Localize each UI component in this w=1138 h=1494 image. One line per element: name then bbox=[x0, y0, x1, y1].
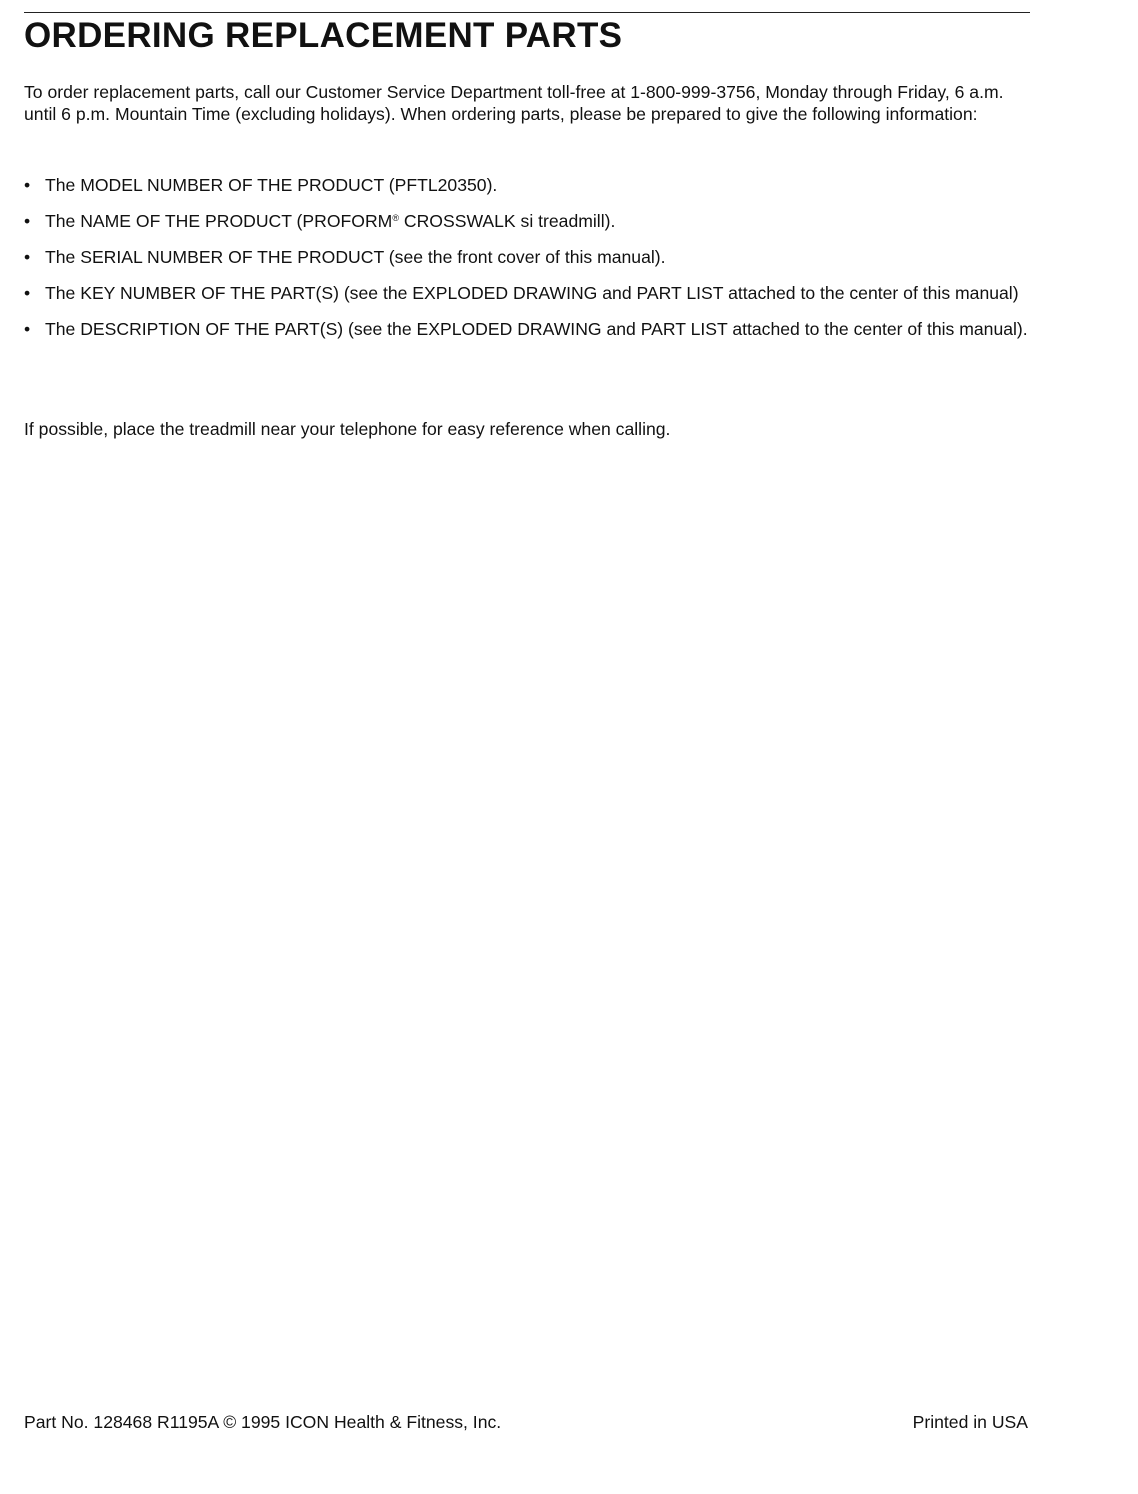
list-item-text: The DESCRIPTION OF THE PART(S) (see the EXPLODED DRAWING and PART LIST attached to the center of this manual). bbox=[45, 319, 1028, 339]
list-item-text: The KEY NUMBER OF THE PART(S) (see the EXPLODED DRAWING and PART LIST attached to the center of this manual) bbox=[45, 283, 1019, 303]
required-info-list bbox=[24, 175, 1036, 355]
top-divider bbox=[24, 12, 1030, 13]
list-item-text-continued: CROSSWALK si treadmill). bbox=[398, 211, 616, 231]
list-item-text: The MODEL NUMBER OF THE PRODUCT (PFTL20350). bbox=[45, 175, 498, 195]
bullet-icon: • bbox=[24, 211, 31, 231]
list-item-model-number bbox=[24, 175, 1036, 196]
closing-paragraph: If possible, place the treadmill near your telephone for easy reference when calling. bbox=[24, 419, 671, 439]
bullet-icon: • bbox=[24, 319, 31, 339]
registered-mark: ® bbox=[392, 213, 399, 223]
list-item-part-description bbox=[24, 319, 1036, 340]
list-item-text: The NAME OF THE PRODUCT (PROFORM bbox=[45, 211, 393, 231]
list-item-product-name bbox=[24, 211, 1036, 232]
bullet-icon: • bbox=[24, 283, 31, 303]
footer-part-number: Part No. 128468 R1195A © 1995 ICON Health & Fitness, Inc. bbox=[24, 1412, 502, 1432]
footer-printed-in: Printed in USA bbox=[912, 1412, 1028, 1432]
page-title: ORDERING REPLACEMENT PARTS bbox=[24, 16, 623, 55]
list-item-serial-number bbox=[24, 247, 1036, 268]
bullet-icon: • bbox=[24, 175, 31, 195]
bullet-icon: • bbox=[24, 247, 31, 267]
list-item-text: The SERIAL NUMBER OF THE PRODUCT (see the front cover of this manual). bbox=[45, 247, 666, 267]
list-item-key-number bbox=[24, 283, 1036, 304]
intro-paragraph: To order replacement parts, call our Customer Service Department toll-free at 1-800-999-3756, Monday through Friday, 6 a.m. until 6 p.m. Mountain Time (excluding holidays). When ordering parts, please be prepared to give the following information: bbox=[24, 82, 1004, 124]
